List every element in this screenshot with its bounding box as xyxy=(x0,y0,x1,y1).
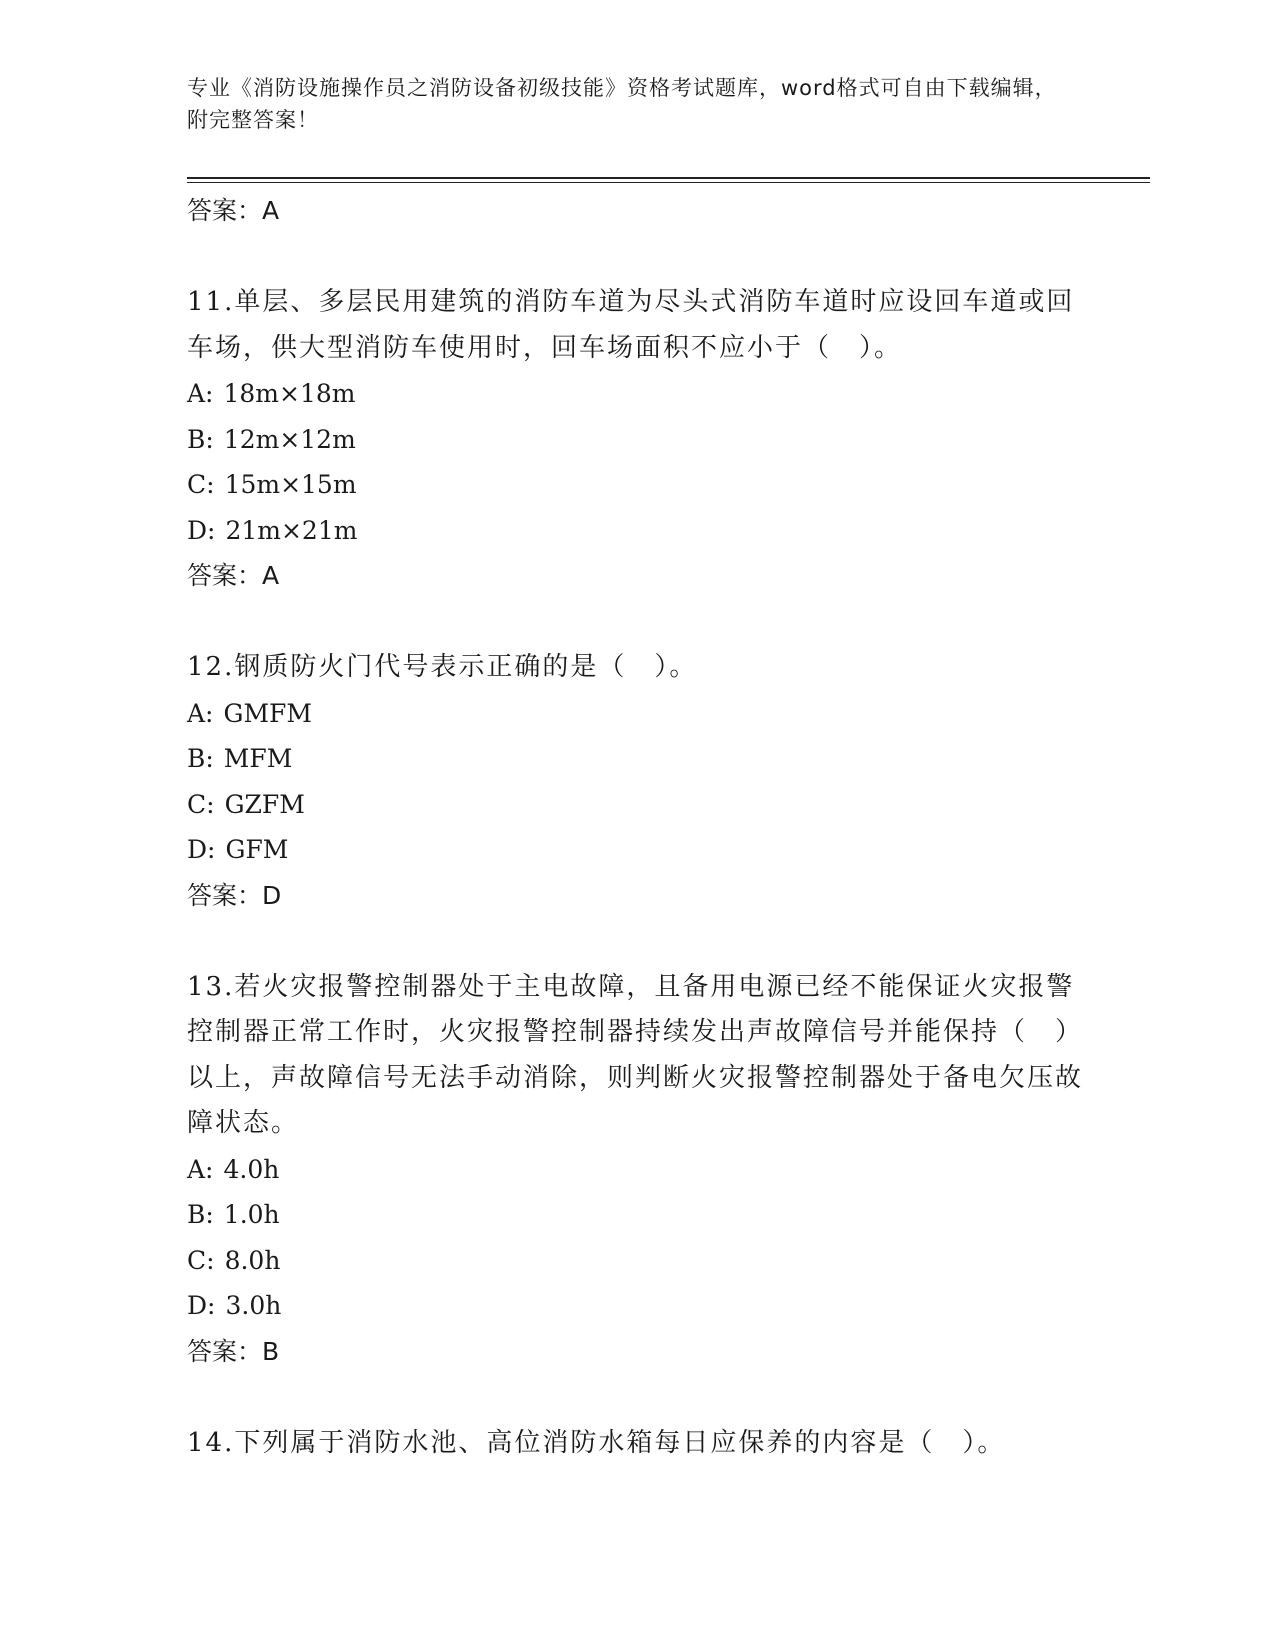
option-value: GFM xyxy=(225,835,289,864)
option-value: 3.0h xyxy=(225,1291,282,1320)
option-c xyxy=(187,1238,1087,1284)
option-letter: A: xyxy=(187,379,214,408)
question-12 xyxy=(187,645,1087,919)
answer-line: 答案：D xyxy=(187,880,282,910)
option-a xyxy=(187,691,1087,737)
option-value: 15m×15m xyxy=(224,470,357,499)
option-d xyxy=(187,827,1087,873)
option-letter: C: xyxy=(187,1245,215,1275)
option-value: GMFM xyxy=(223,698,312,728)
question-list xyxy=(187,188,1087,1466)
question-text: 11.单层、多层民用建筑的消防车道为尽头式消防车道时应设回车道或回车场，供大型消防车使用时，回车场面积不应小于（ ）。 xyxy=(187,287,1075,363)
option-b xyxy=(187,736,1087,782)
option-a xyxy=(187,1147,1087,1193)
option-letter: B: xyxy=(187,1200,214,1229)
option-letter: B: xyxy=(187,744,214,773)
option-a xyxy=(187,371,1087,417)
option-value: 1.0h xyxy=(223,1200,280,1229)
option-letter: D: xyxy=(187,835,216,864)
answer-line: 答案：A xyxy=(187,196,280,225)
option-d xyxy=(187,508,1087,554)
answer-line: 答案：B xyxy=(187,1336,280,1366)
option-letter: A: xyxy=(187,1154,214,1184)
question-11 xyxy=(187,280,1087,599)
header-rule xyxy=(187,177,1150,183)
option-letter: D: xyxy=(187,1291,216,1320)
question-14 xyxy=(187,1421,1087,1467)
option-b xyxy=(187,417,1087,463)
option-value: GZFM xyxy=(224,789,305,819)
option-b xyxy=(187,1192,1087,1238)
question-text: 13.若火灾报警控制器处于主电故障，且备用电源已经不能保证火灾报警控制器正常工作时，火灾报警控制器持续发出声故障信号并能保持（ ）以上，声故障信号无法手动消除，则判断火灾报警控制器处于备电欠压故障状态。 xyxy=(187,971,1084,1138)
page-header: 专业《消防设施操作员之消防设备初级技能》资格考试题库，word格式可自由下载编辑，附完整答案！ xyxy=(187,76,1057,132)
option-letter: C: xyxy=(187,789,215,819)
answer-line: 答案：A xyxy=(187,561,280,590)
option-letter: A: xyxy=(187,698,214,728)
option-c xyxy=(187,782,1087,828)
option-value: MFM xyxy=(223,744,293,773)
option-d xyxy=(187,1283,1087,1329)
option-letter: C: xyxy=(187,470,215,499)
option-letter: B: xyxy=(187,424,214,454)
option-letter: D: xyxy=(187,515,216,545)
option-value: 21m×21m xyxy=(225,515,358,545)
option-value: 4.0h xyxy=(223,1154,280,1184)
option-c xyxy=(187,462,1087,508)
question-13 xyxy=(187,965,1087,1375)
option-value: 12m×12m xyxy=(223,424,356,454)
option-value: 18m×18m xyxy=(223,379,356,408)
option-value: 8.0h xyxy=(224,1245,281,1275)
question-text: 12.钢质防火门代号表示正确的是（ ）。 xyxy=(187,652,698,682)
question-text: 14.下列属于消防水池、高位消防水箱每日应保养的内容是（ ）。 xyxy=(187,1427,1006,1458)
